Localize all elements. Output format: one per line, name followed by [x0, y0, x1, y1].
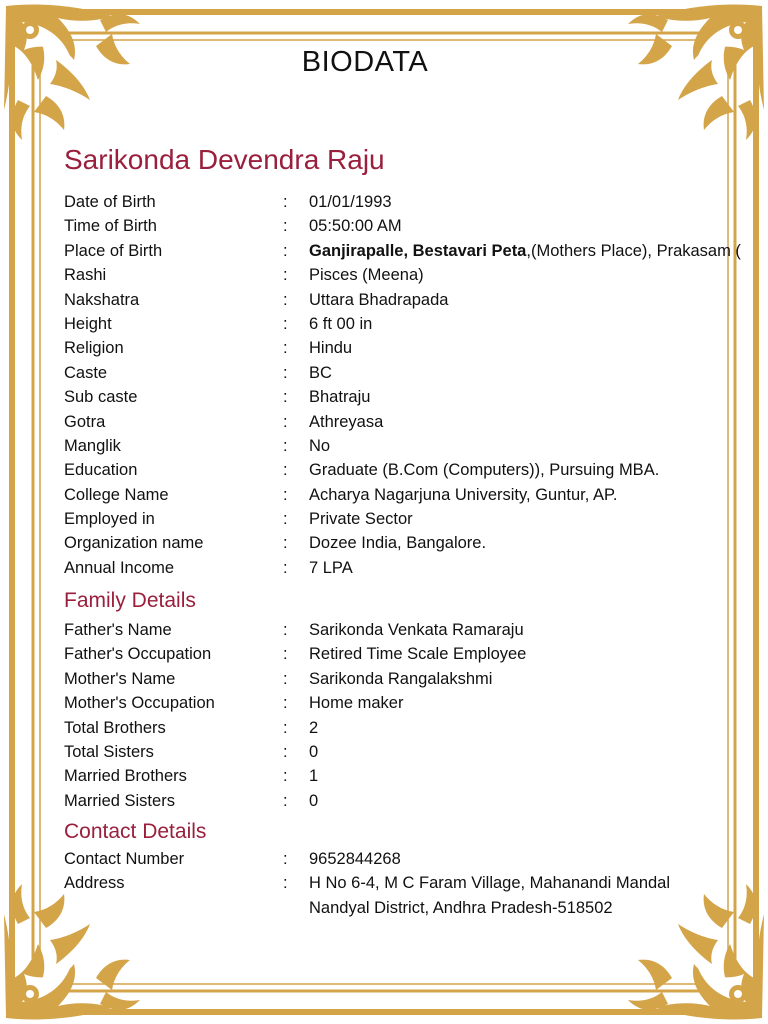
detail-label: Annual Income — [64, 558, 175, 577]
separator: : — [283, 363, 288, 382]
detail-label: Father's Name — [64, 621, 172, 639]
detail-label: Total Brothers — [64, 718, 166, 737]
detail-label: Place of Birth — [64, 241, 163, 260]
separator: : — [283, 645, 288, 664]
detail-row — [64, 789, 768, 813]
family-details — [64, 618, 768, 813]
detail-value: 0 — [309, 791, 319, 810]
detail-row — [64, 385, 768, 409]
detail-label: College Name — [64, 485, 169, 504]
detail-value: 01/01/1993 — [309, 193, 392, 211]
detail-label: Time of Birth — [64, 217, 157, 236]
detail-value: Private Sector — [309, 510, 413, 529]
detail-label: Married Brothers — [64, 767, 187, 786]
detail-label: Married Sisters — [64, 791, 175, 810]
detail-label: Sub caste — [64, 388, 138, 407]
separator: : — [283, 510, 288, 529]
separator: : — [283, 461, 288, 480]
detail-label: Date of Birth — [64, 193, 156, 211]
detail-row — [64, 764, 768, 788]
detail-label: Caste — [64, 363, 108, 382]
detail-row — [64, 871, 768, 921]
place-of-birth-rest: ,(Mothers Place), Prakasam ( — [526, 241, 741, 260]
detail-label: Address — [64, 874, 125, 893]
detail-row — [64, 336, 768, 360]
detail-row — [64, 847, 768, 871]
personal-details — [64, 190, 768, 580]
detail-value: Hindu — [309, 339, 353, 358]
detail-row — [64, 740, 768, 764]
contact-details-heading: Contact Details — [64, 820, 207, 843]
detail-label: Height — [64, 314, 112, 333]
detail-row — [64, 667, 768, 691]
detail-value: 2 — [309, 718, 319, 737]
detail-label: Religion — [64, 339, 124, 358]
separator: : — [283, 485, 288, 504]
detail-value: Acharya Nagarjuna University, Guntur, AP. — [309, 485, 618, 504]
detail-value: Athreyasa — [309, 412, 384, 431]
detail-row — [64, 483, 768, 507]
detail-value — [309, 239, 741, 263]
separator: : — [283, 412, 288, 431]
detail-label: Contact Number — [64, 850, 185, 868]
detail-label: Employed in — [64, 510, 155, 529]
separator: : — [283, 850, 288, 868]
detail-row — [64, 214, 768, 238]
detail-value: 6 ft 00 in — [309, 314, 373, 333]
detail-value: 1 — [309, 767, 319, 786]
detail-label: Father's Occupation — [64, 645, 212, 664]
detail-row — [64, 263, 768, 287]
detail-value: Retired Time Scale Employee — [309, 645, 527, 664]
separator: : — [283, 266, 288, 285]
separator: : — [283, 217, 288, 236]
detail-label: Nakshatra — [64, 290, 140, 309]
detail-row — [64, 312, 768, 336]
detail-label: Organization name — [64, 534, 204, 553]
detail-row — [64, 556, 768, 580]
detail-label: Mother's Occupation — [64, 694, 215, 713]
separator: : — [283, 314, 288, 333]
detail-label: Total Sisters — [64, 742, 154, 761]
detail-row — [64, 434, 768, 458]
contact-details — [64, 847, 768, 921]
detail-value: No — [309, 436, 331, 455]
detail-label: Education — [64, 461, 138, 480]
detail-value: Uttara Bhadrapada — [309, 290, 449, 309]
separator: : — [283, 718, 288, 737]
detail-label: Mother's Name — [64, 669, 176, 688]
separator: : — [283, 669, 288, 688]
detail-value: Pisces (Meena) — [309, 266, 424, 285]
separator: : — [283, 436, 288, 455]
detail-row — [64, 691, 768, 715]
place-of-birth-main: Ganjirapalle, Bestavari Peta — [309, 241, 527, 260]
separator: : — [283, 694, 288, 713]
detail-row — [64, 239, 768, 263]
detail-row — [64, 618, 768, 642]
detail-row — [64, 716, 768, 740]
detail-value: Dozee India, Bangalore. — [309, 534, 487, 553]
separator: : — [283, 767, 288, 786]
detail-value: Graduate (B.Com (Computers)), Pursuing MBA. — [309, 461, 660, 480]
detail-value: Sarikonda Venkata Ramaraju — [309, 621, 524, 639]
separator: : — [283, 791, 288, 810]
separator: : — [283, 742, 288, 761]
detail-value: 0 — [309, 742, 319, 761]
separator: : — [283, 339, 288, 358]
contact-number: 9652844268 — [309, 850, 401, 868]
detail-row — [64, 410, 768, 434]
separator: : — [283, 241, 288, 260]
detail-row — [64, 642, 768, 666]
person-name: Sarikonda Devendra Raju — [64, 144, 385, 175]
detail-row — [64, 190, 768, 214]
family-details-heading: Family Details — [64, 589, 196, 612]
separator: : — [283, 874, 288, 893]
detail-row — [64, 361, 768, 385]
detail-label: Manglik — [64, 436, 121, 455]
address-value — [309, 871, 739, 920]
separator: : — [283, 621, 288, 639]
address-line-2: Nandyal District, Andhra Pradesh-518502 — [309, 898, 613, 917]
separator: : — [283, 388, 288, 407]
separator: : — [283, 290, 288, 309]
detail-row — [64, 288, 768, 312]
detail-value: 7 LPA — [309, 558, 353, 577]
detail-row — [64, 458, 768, 482]
detail-value: BC — [309, 363, 332, 382]
detail-value: Bhatraju — [309, 388, 371, 407]
detail-value: Sarikonda Rangalakshmi — [309, 669, 493, 688]
separator: : — [283, 534, 288, 553]
detail-value: 05:50:00 AM — [309, 217, 402, 236]
document-title: BIODATA — [301, 46, 429, 78]
separator: : — [283, 558, 288, 577]
detail-label: Gotra — [64, 412, 106, 431]
detail-row — [64, 507, 768, 531]
detail-row — [64, 531, 768, 555]
address-line-1: H No 6-4, M C Faram Village, Mahanandi Mandal — [309, 874, 671, 893]
detail-label: Rashi — [64, 266, 107, 285]
detail-value: Home maker — [309, 694, 404, 713]
separator: : — [283, 193, 288, 211]
